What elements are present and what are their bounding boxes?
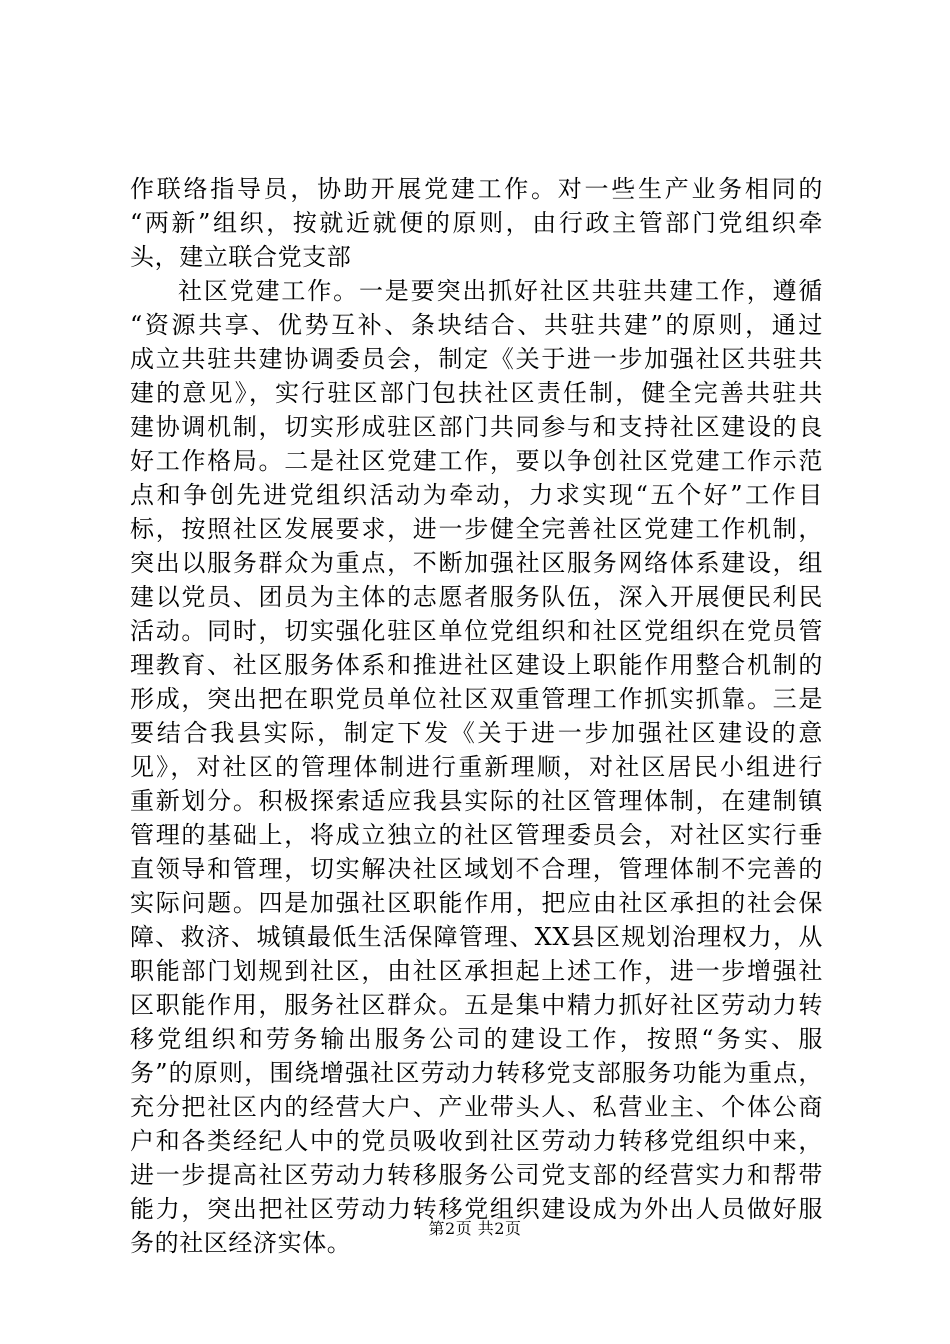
paragraph-line: 理教育、社区服务体系和推进社区建设上职能作用整合机制的	[130, 651, 823, 679]
paragraph-line: “两新”组织，按就近就便的原则，由行政主管部门党组织牵	[130, 209, 823, 237]
paragraph-line: 职能部门划规到社区，由社区承担起上述工作，进一步增强社	[130, 957, 823, 985]
document-body	[130, 172, 823, 1260]
paragraph-line: 能力，突出把社区劳动力转移党组织建设成为外出人员做好服	[130, 1195, 823, 1223]
page-footer	[0, 1216, 950, 1239]
paragraph-line: 建协调机制，切实形成驻区部门共同参与和支持社区建设的良	[130, 413, 823, 441]
paragraph-line: 障、救济、城镇最低生活保障管理、XX县区规划治理权力，从	[130, 923, 823, 951]
paragraph-line: 进一步提高社区劳动力转移服务公司党支部的经营实力和帮带	[130, 1161, 823, 1189]
paragraph-line: 要结合我县实际，制定下发《关于进一步加强社区建设的意	[130, 719, 823, 747]
paragraph-line: 形成，突出把在职党员单位社区双重管理工作抓实抓靠。三是	[130, 685, 823, 713]
paragraph-line: 重新划分。积极探索适应我县实际的社区管理体制，在建制镇	[130, 787, 823, 815]
paragraph-line: 社区党建工作。一是要突出抓好社区共驻共建工作，遵循	[178, 277, 823, 305]
paragraph-line: 突出以服务群众为重点，不断加强社区服务网络体系建设，组	[130, 549, 823, 577]
paragraph-line: 成立共驻共建协调委员会，制定《关于进一步加强社区共驻共	[130, 345, 823, 373]
paragraph-line: 务的社区经济实体。	[130, 1229, 352, 1257]
paragraph-line: “资源共享、优势互补、条块结合、共驻共建”的原则，通过	[130, 311, 823, 339]
paragraph-line: 直领导和管理，切实解决社区域划不合理，管理体制不完善的	[130, 855, 823, 883]
paragraph-line: 管理的基础上，将成立独立的社区管理委员会，对社区实行垂	[130, 821, 823, 849]
paragraph-line: 移党组织和劳务输出服务公司的建设工作，按照“务实、服	[130, 1025, 823, 1053]
paragraph-line: 作联络指导员，协助开展党建工作。对一些生产业务相同的	[130, 175, 823, 203]
paragraph-line: 头，建立联合党支部	[130, 243, 352, 271]
paragraph-line: 区职能作用，服务社区群众。五是集中精力抓好社区劳动力转	[130, 991, 823, 1019]
paragraph-line: 标，按照社区发展要求，进一步健全完善社区党建工作机制，	[130, 515, 823, 543]
paragraph-line: 实际问题。四是加强社区职能作用，把应由社区承担的社会保	[130, 889, 823, 917]
paragraph-line: 建以党员、团员为主体的志愿者服务队伍，深入开展便民利民	[130, 583, 823, 611]
paragraph-line: 点和争创先进党组织活动为牵动，力求实现“五个好”工作目	[130, 481, 823, 509]
paragraph-line: 活动。同时，切实强化驻区单位党组织和社区党组织在党员管	[130, 617, 823, 645]
page-number: 第2页 共2页	[428, 1219, 522, 1238]
paragraph-line: 充分把社区内的经营大户、产业带头人、私营业主、个体公商	[130, 1093, 823, 1121]
paragraph-line: 务”的原则，围绕增强社区劳动力转移党支部服务功能为重点，	[130, 1059, 823, 1087]
paragraph-line: 户和各类经纪人中的党员吸收到社区劳动力转移党组织中来，	[130, 1127, 823, 1155]
paragraph-line: 建的意见》，实行驻区部门包扶社区责任制，健全完善共驻共	[130, 379, 823, 407]
paragraph-line: 好工作格局。二是社区党建工作，要以争创社区党建工作示范	[130, 447, 823, 475]
paragraph-line: 见》，对社区的管理体制进行重新理顺，对社区居民小组进行	[130, 753, 823, 781]
